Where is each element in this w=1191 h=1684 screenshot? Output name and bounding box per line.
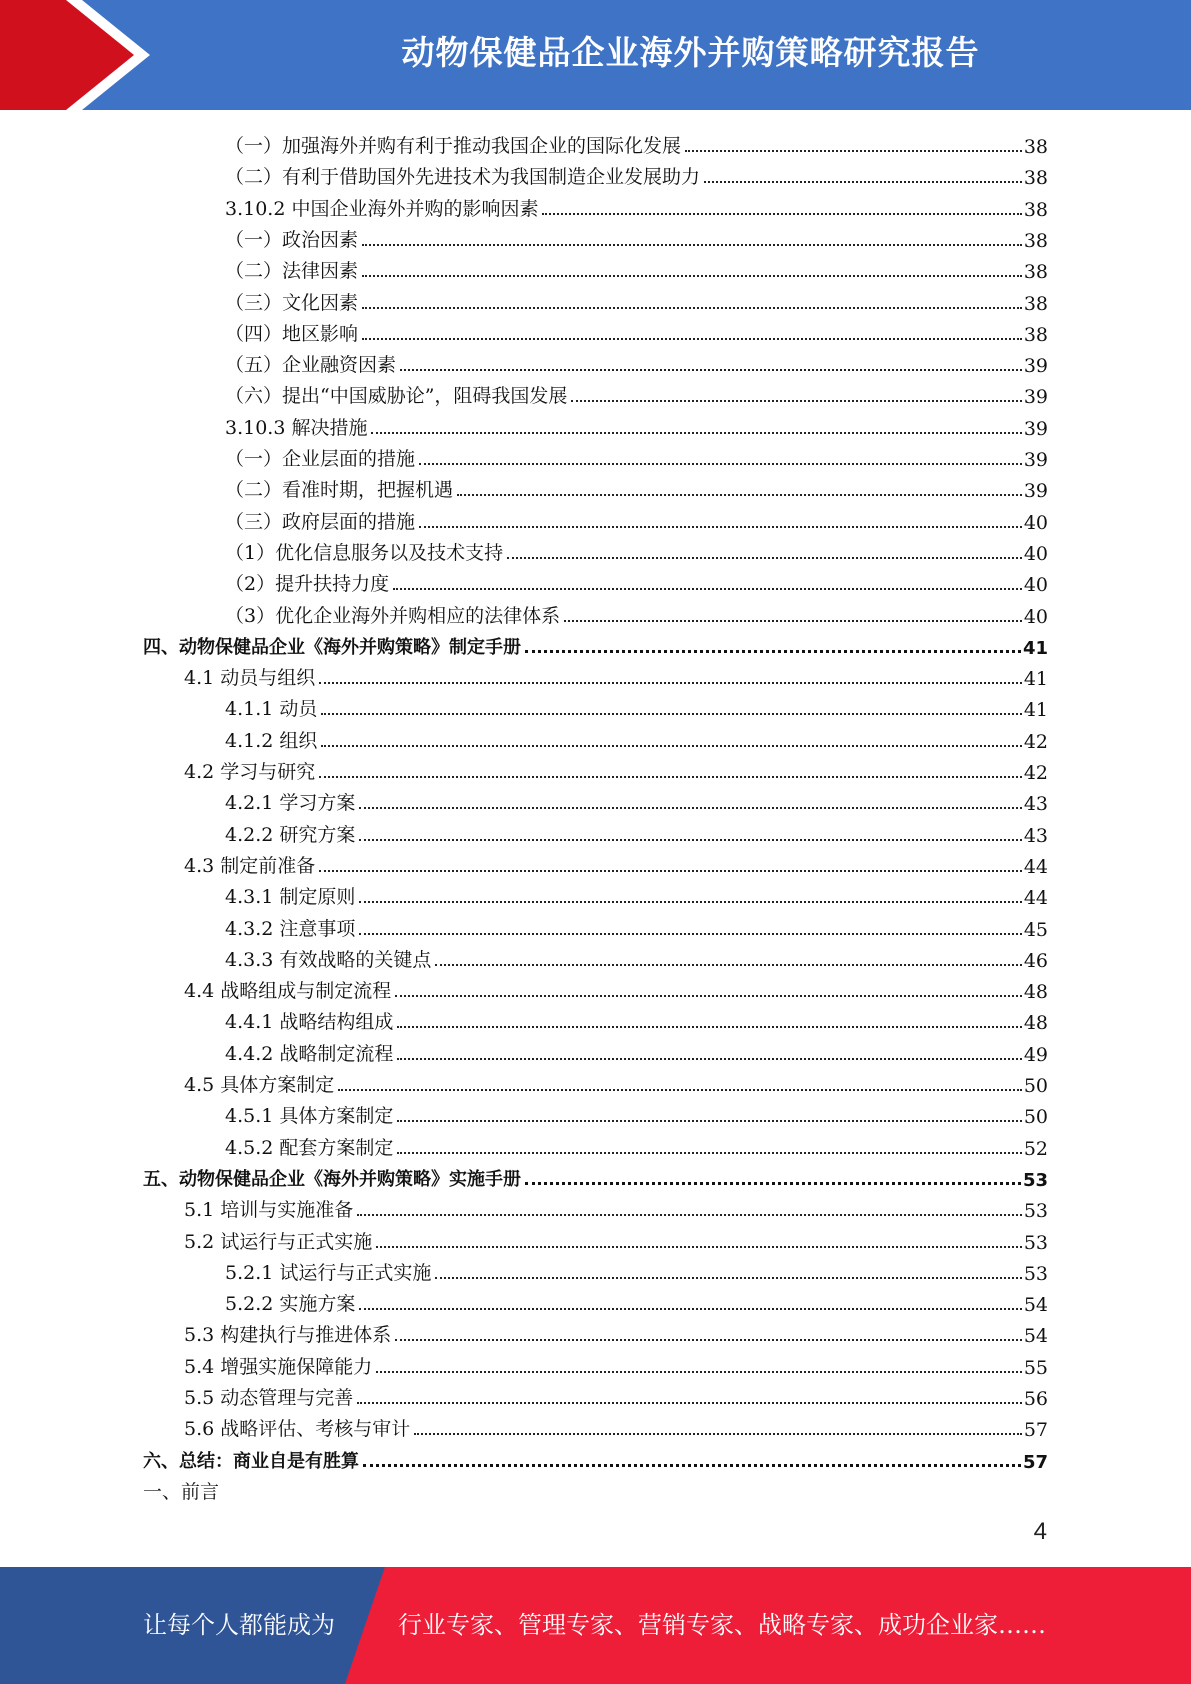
toc-entry[interactable] [225,878,1048,909]
toc-entry[interactable] [225,440,1048,471]
toc-entry[interactable] [225,1254,1048,1285]
toc-entry-page: 50 [1023,1106,1048,1129]
toc-entry-page: 49 [1023,1043,1048,1066]
toc-entry-page: 38 [1023,323,1048,346]
header-arrow-shape [0,0,140,110]
toc-entry[interactable] [184,972,1048,1003]
toc-entry-page: 44 [1023,887,1048,910]
toc-entry-label: （四）地区影响 [225,322,359,345]
toc-entry-label: （一）加强海外并购有利于推动我国企业的国际化发展 [225,135,682,157]
toc-entry-page: 57 [1023,1419,1048,1442]
toc-entry-label: 5.4 增强实施保障能力 [184,1355,373,1378]
toc-entry-label: 4.1.2 组织 [225,729,318,752]
report-title: 动物保健品企业海外并购策略研究报告 [401,33,980,72]
toc-leader-dots [371,432,1021,434]
toc-leader-dots [357,1214,1022,1216]
toc-entry-page: 42 [1023,762,1048,784]
toc-entry-label: 5.2 试运行与正式实施 [184,1230,373,1253]
toc-entry-label: 4.4.2 战略制定流程 [225,1042,394,1065]
toc-entry-page: 46 [1023,949,1048,972]
toc-entry[interactable] [225,190,1048,221]
toc-entry-label: （三）文化因素 [225,291,359,314]
toc-leader-dots [359,933,1021,935]
toc-entry-label: （三）政府层面的措施 [225,510,416,533]
toc-entry-page: 55 [1023,1356,1048,1379]
toc-entry[interactable] [184,847,1048,878]
toc-entry[interactable] [225,284,1048,315]
toc-entry-page: 45 [1023,918,1048,941]
toc-leader-dots [359,901,1021,903]
toc-entry[interactable] [225,1097,1048,1128]
toc-entry-label: 4.3 制定前准备 [184,854,316,877]
toc-entry-page: 53 [1023,1200,1048,1223]
toc-entry[interactable] [143,628,1048,659]
toc-entry-page: 52 [1023,1137,1048,1160]
toc-leader-dots [397,1120,1021,1122]
toc-entry-label: 5.1 培训与实施准备 [184,1199,354,1222]
toc-entry[interactable] [225,346,1048,377]
toc-leader-dots [319,682,1022,684]
toc-entry-page: 57 [1022,1451,1048,1473]
toc-entry-label: 4.2.1 学习方案 [225,792,356,815]
toc-leader-dots [359,839,1021,841]
toc-entry-label: 4.2 学习与研究 [184,761,316,783]
toc-leader-dots [457,494,1022,496]
toc-leader-dots [376,1246,1022,1248]
toc-entry[interactable] [184,1379,1048,1410]
toc-entry-page: 38 [1023,292,1048,315]
footer-slogan-right: 行业专家、管理专家、营销专家、战略专家、成功企业家…… [398,1611,1046,1639]
toc-entry[interactable] [225,158,1048,189]
toc-entry-label: 5.6 战略评估、考核与审计 [184,1418,411,1441]
page-number: 4 [1033,1518,1047,1545]
toc-leader-dots [321,713,1021,715]
toc-entry-page: 41 [1023,699,1048,722]
toc-entry-page: 50 [1023,1075,1048,1097]
toc-entry-page: 39 [1023,449,1048,471]
toc-leader-dots [397,1026,1021,1028]
toc-entry-label: 3.10.3 解决措施 [225,416,368,439]
toc-entry-label: （二）看准时期，把握机遇 [225,479,454,502]
toc-entry[interactable] [184,1410,1048,1441]
toc-entry[interactable] [225,597,1048,628]
toc-entry[interactable] [143,1160,1048,1191]
toc-entry-page: 38 [1023,229,1048,252]
toc-leader-dots [704,181,1022,183]
toc-entry-label: 六、总结：商业自是有胜算 [143,1450,359,1472]
toc-entry-label: 4.5.2 配套方案制定 [225,1136,394,1159]
toc-entry[interactable] [225,1285,1048,1316]
toc-entry-page: 40 [1023,511,1048,534]
toc-entry[interactable] [184,1316,1048,1347]
toc-leader-dots [359,807,1021,809]
footer-slogan-left: 让每个人都能成为 [143,1611,335,1639]
toc-entry[interactable] [184,1348,1048,1379]
toc-leader-dots [414,1433,1022,1435]
toc-entry-label: 4.4.1 战略结构组成 [225,1011,394,1034]
toc-entry-label: 4.3.2 注意事项 [225,917,356,940]
toc-entry-page: 40 [1023,542,1048,565]
toc-entry-label: 4.2.2 研究方案 [225,823,356,846]
toc-entry-label: 5.5 动态管理与完善 [184,1387,354,1409]
toc-entry[interactable] [225,503,1048,534]
toc-entry[interactable] [184,659,1048,690]
toc-leader-dots [363,1464,1021,1467]
toc-entry-label: （2）提升扶持力度 [225,573,390,596]
toc-entry-label: （一）政治因素 [225,228,359,251]
toc-entry-page: 42 [1023,730,1048,753]
toc-entry-page: 38 [1023,167,1048,190]
toc-entry-page: 43 [1023,793,1048,816]
toc-leader-dots [362,307,1022,309]
toc-leader-dots [397,1058,1021,1060]
toc-entry-label: （3）优化企业海外并购相应的法律体系 [225,604,561,627]
toc-leader-dots [393,588,1022,590]
toc-leader-dots [419,526,1022,528]
toc-entry-label: 一、前言 [143,1480,220,1503]
page-footer [0,1567,1191,1684]
toc-entry-page: 54 [1023,1325,1048,1348]
toc-entry-label: 4.1 动员与组织 [184,667,316,690]
toc-entry[interactable] [225,784,1048,815]
toc-entry-label: （五）企业融资因素 [225,354,397,377]
toc-leader-dots [542,213,1021,215]
toc-entry[interactable] [225,816,1048,847]
toc-entry-label: 5.2.2 实施方案 [225,1293,356,1316]
toc-entry-label: 4.3.3 有效战略的关键点 [225,948,432,971]
toc-entry-page: 53 [1023,1262,1048,1285]
toc-leader-dots [338,1089,1022,1091]
toc-leader-dots [435,1277,1021,1279]
toc-entry-page: 41 [1022,637,1048,659]
toc-leader-dots [397,1152,1021,1154]
toc-entry-label: 4.1.1 动员 [225,698,318,721]
toc-entry-label: （二）法律因素 [225,260,359,283]
toc-entry-page: 38 [1023,136,1048,158]
toc-entry-page: 41 [1023,668,1048,691]
toc-entry[interactable] [225,534,1048,565]
toc-entry[interactable] [225,722,1048,753]
toc-entry-page: 53 [1023,1231,1048,1254]
toc-entry-page: 48 [1023,1012,1048,1035]
toc-entry-page: 54 [1023,1294,1048,1317]
toc-leader-dots [319,776,1022,778]
toc-entry[interactable] [184,1191,1048,1222]
toc-leader-dots [357,1402,1022,1404]
toc-leader-dots [419,463,1022,465]
toc-entry-page: 56 [1023,1388,1048,1410]
toc-entry-page: 38 [1023,198,1048,221]
toc-entry[interactable] [225,1129,1048,1160]
toc-entry[interactable] [225,910,1048,941]
toc-leader-dots [395,995,1022,997]
toc-entry-label: 五、动物保健品企业《海外并购策略》实施手册 [143,1168,521,1190]
toc-leader-dots [435,964,1021,966]
toc-entry[interactable] [225,471,1048,502]
toc-entry[interactable] [225,221,1048,252]
toc-leader-dots [376,1371,1022,1373]
toc-entry-page: 39 [1023,480,1048,503]
toc-entry[interactable] [225,1003,1048,1034]
toc-entry-label: （二）有利于借助国外先进技术为我国制造企业发展助力 [225,166,701,189]
toc-entry[interactable] [225,941,1048,972]
toc-entry[interactable] [143,1442,1048,1473]
toc-entry-label: 3.10.2 中国企业海外并购的影响因素 [225,197,539,220]
toc-entry-label: 5.2.1 试运行与正式实施 [225,1261,432,1284]
toc-entry[interactable] [184,753,1048,784]
toc-entry[interactable] [225,377,1048,408]
toc-leader-dots [362,275,1022,277]
toc-entry[interactable] [225,565,1048,596]
toc-entry[interactable] [225,315,1048,346]
toc-entry-page: 53 [1022,1169,1048,1191]
toc-entry[interactable] [225,409,1048,440]
toc-leader-dots [685,150,1022,152]
toc-entry-page: 43 [1023,824,1048,847]
toc-leader-dots [395,1339,1022,1341]
toc-leader-dots [507,557,1022,559]
toc-entry-label: （1）优化信息服务以及技术支持 [225,541,504,564]
toc-entry-page: 38 [1023,261,1048,284]
toc-leader-dots [321,745,1021,747]
toc-entry[interactable] [184,1223,1048,1254]
toc-entry[interactable] [225,127,1048,158]
page-header [0,0,1191,110]
toc-leader-dots [362,244,1022,246]
toc-leader-dots [525,650,1021,653]
toc-entry-label: （六）提出“中国威胁论”，阻碍我国发展 [225,385,568,408]
toc-leader-dots [571,400,1021,402]
toc-entry-label: 4.3.1 制定原则 [225,886,356,909]
toc-entry-label: 4.4 战略组成与制定流程 [184,980,392,1003]
toc-leader-dots [400,369,1022,371]
toc-leader-dots [525,1182,1021,1185]
toc-entry[interactable] [143,1473,223,1504]
toc-entry-page: 40 [1023,605,1048,628]
toc-entry-label: 4.5 具体方案制定 [184,1074,335,1096]
toc-entry-label: （一）企业层面的措施 [225,448,416,470]
toc-entry[interactable] [225,690,1048,721]
toc-entry[interactable] [225,252,1048,283]
toc-entry-page: 39 [1023,417,1048,440]
toc-entry-label: 5.3 构建执行与推进体系 [184,1324,392,1347]
toc-entry-page: 39 [1023,386,1048,409]
toc-entry-label: 四、动物保健品企业《海外并购策略》制定手册 [143,636,521,658]
toc-leader-dots [564,620,1022,622]
toc-leader-dots [319,870,1022,872]
toc-leader-dots [359,1308,1021,1310]
toc-entry-page: 44 [1023,855,1048,878]
toc-entry[interactable] [225,1035,1048,1066]
toc-leader-dots [362,338,1022,340]
toc-entry-page: 48 [1023,981,1048,1004]
toc-entry[interactable] [184,1066,1048,1097]
toc-entry-page: 39 [1023,355,1048,378]
toc-entry-page: 40 [1023,574,1048,597]
toc-entry-label: 4.5.1 具体方案制定 [225,1105,394,1128]
